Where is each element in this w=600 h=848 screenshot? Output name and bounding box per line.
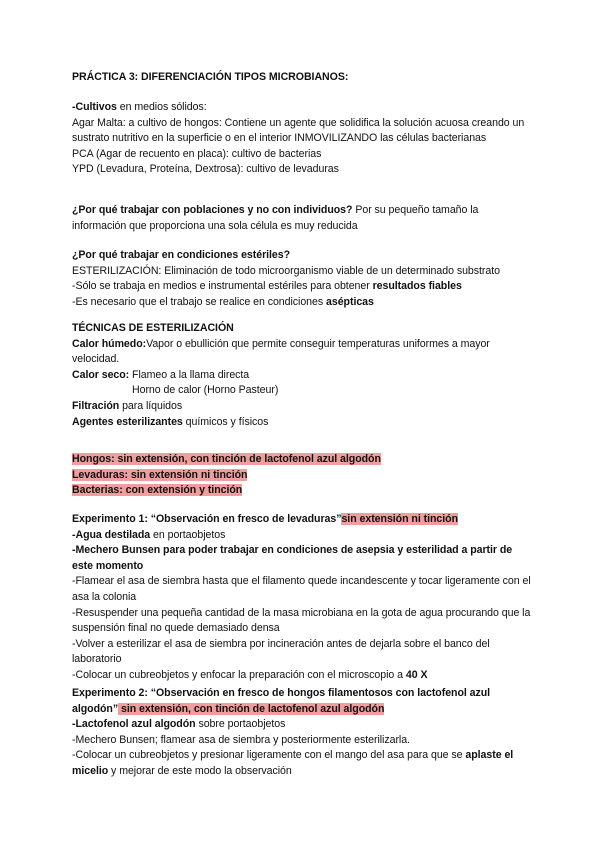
agar-malta-paragraph: Agar Malta: a cultivo de hongos: Contiene un agente que solidifica la solución acuosa creando un sustrato nutritivo en la superficie o en el interior INMOVILIZANDO las células bacterianas [72,116,525,145]
levaduras-summary: Levaduras: sin extensión ni tinción [72,468,248,481]
experimento-2: Experimento 2: “Observación en fresco de hongos filamentosos con lactofenol azul algodón” sin extensión, con tinción de lactofenol azul algodón -Lactofenol azul algodón sobre portaobjetos -Mechero Bunsen; flamear asa de siembra y posteriormente esterilizarla. -Colocar un cubreobjetos y presionar ligeramente con el mango del asa para que se aplaste el micelio y mejorar de este modo la observación [72,686,534,780]
poblaciones-question [72,203,534,234]
bacterias-summary: Bacterias: con extensión y tinción [72,484,243,497]
esteriles-line-2: -Sólo se trabaja en medios e instrumental estériles para obtener resultados fiables [72,280,462,293]
esteriles-question: ¿Por qué trabajar en condiciones estériles? [72,249,291,261]
ypd-line: YPD (Levadura, Proteína, Dextrosa): cultivo de levaduras [72,163,339,176]
exp1-step-1: -Agua destilada [72,528,151,541]
horno-line: Horno de calor (Horno Pasteur) [132,384,279,397]
poblaciones-answer: Por su pequeño tamaño la información que proporciona una sola célula es muy reducida [72,204,479,232]
filtracion: Filtración para líquidos [72,399,183,412]
exp1-step-5: -Volver a esterilizar el asa de siembra por incineración antes de dejarla sobre el banco del laboratorio [72,637,490,666]
document-title [72,70,534,86]
esterilizacion-definition: ESTERILIZACIÓN: Eliminación de todo microorganismo viable de un determinado substrato [72,264,500,277]
cultivos-section [72,100,534,178]
exp1-step-3: -Flamear el asa de siembra hasta que el filamento quede incandescente y tocar ligeramente con el asa la colonia [72,575,531,603]
calor-seco: Calor seco: Flameo a la llama directa [72,368,250,381]
title-text: PRÁCTICA 3: DIFERENCIACIÓN TIPOS MICROBIANOS: [72,71,349,83]
calor-humedo: Calor húmedo:Vapor o ebullición que permite conseguir temperaturas uniformes a mayor velocidad. [72,337,490,366]
exp1-step-6: -Colocar un cubreobjetos y enfocar la preparación con el microscopio a 40 X [72,668,428,681]
exp2-step-1: -Lactofenol azul algodón [72,718,196,731]
exp1-step-4: -Resuspender una pequeña cantidad de la masa microbiana en la gota de agua procurando que la suspensión final no quede demasiado densa [72,606,531,635]
exp1-step-2: -Mechero Bunsen para poder trabajar en condiciones de asepsia y esterilidad a partir de este momento [72,544,513,572]
exp1-title: Experimento 1: “Observación en fresco de levaduras”sin extensión ni tinción [72,513,458,525]
hongos-summary: Hongos: sin extensión, con tinción de lactofenol azul algodón [72,453,381,465]
poblaciones-question-bold: ¿Por qué trabajar con poblaciones y no con individuos? [72,204,353,216]
cultivos-heading: -Cultivos en medios sólidos: [72,101,207,113]
summary-section [72,452,534,499]
experimento-1: Experimento 1: “Observación en fresco de levaduras”sin extensión ni tinción -Agua destilada en portaobjetos -Mechero Bunsen para poder trabajar en condiciones de asepsia y esterilidad a partir de este momento -Flamear el asa de siembra hasta que el filamento quede incandescente y tocar ligeramente con el asa la colonia -Resuspender una pequeña cantidad de la masa microbiana en la gota de agua procurando que la suspensión final no quede demasiado densa -Volver a esterilizar el asa de siembra por incineración antes de dejarla sobre el banco del laboratorio -Colocar un cubreobjetos y enfocar la preparación con el microscopio a 40 X [72,512,534,684]
exp2-step-3: -Colocar un cubreobjetos y presionar ligeramente con el mango del asa para que se aplaste el micelio y mejorar de este modo la observación [72,749,514,777]
exp2-title: Experimento 2: “Observación en fresco de hongos filamentosos con lactofenol azul algodón” sin extensión, con tinción de lactofenol azul algodón [72,687,491,715]
pca-line: PCA (Agar de recuento en placa): cultivo de bacterias [72,147,322,160]
exp2-step-2: -Mechero Bunsen; flamear asa de siembra y posteriormente esterilizarla. [72,733,410,746]
agentes-esterilizantes: Agentes esterilizantes químicos y físicos [72,415,269,428]
tecnicas-title: TÉCNICAS DE ESTERILIZACIÓN [72,322,234,334]
esteriles-section [72,248,534,310]
esteriles-line-3: -Es necesario que el trabajo se realice en condiciones asépticas [72,295,374,308]
tecnicas-section [72,321,534,430]
